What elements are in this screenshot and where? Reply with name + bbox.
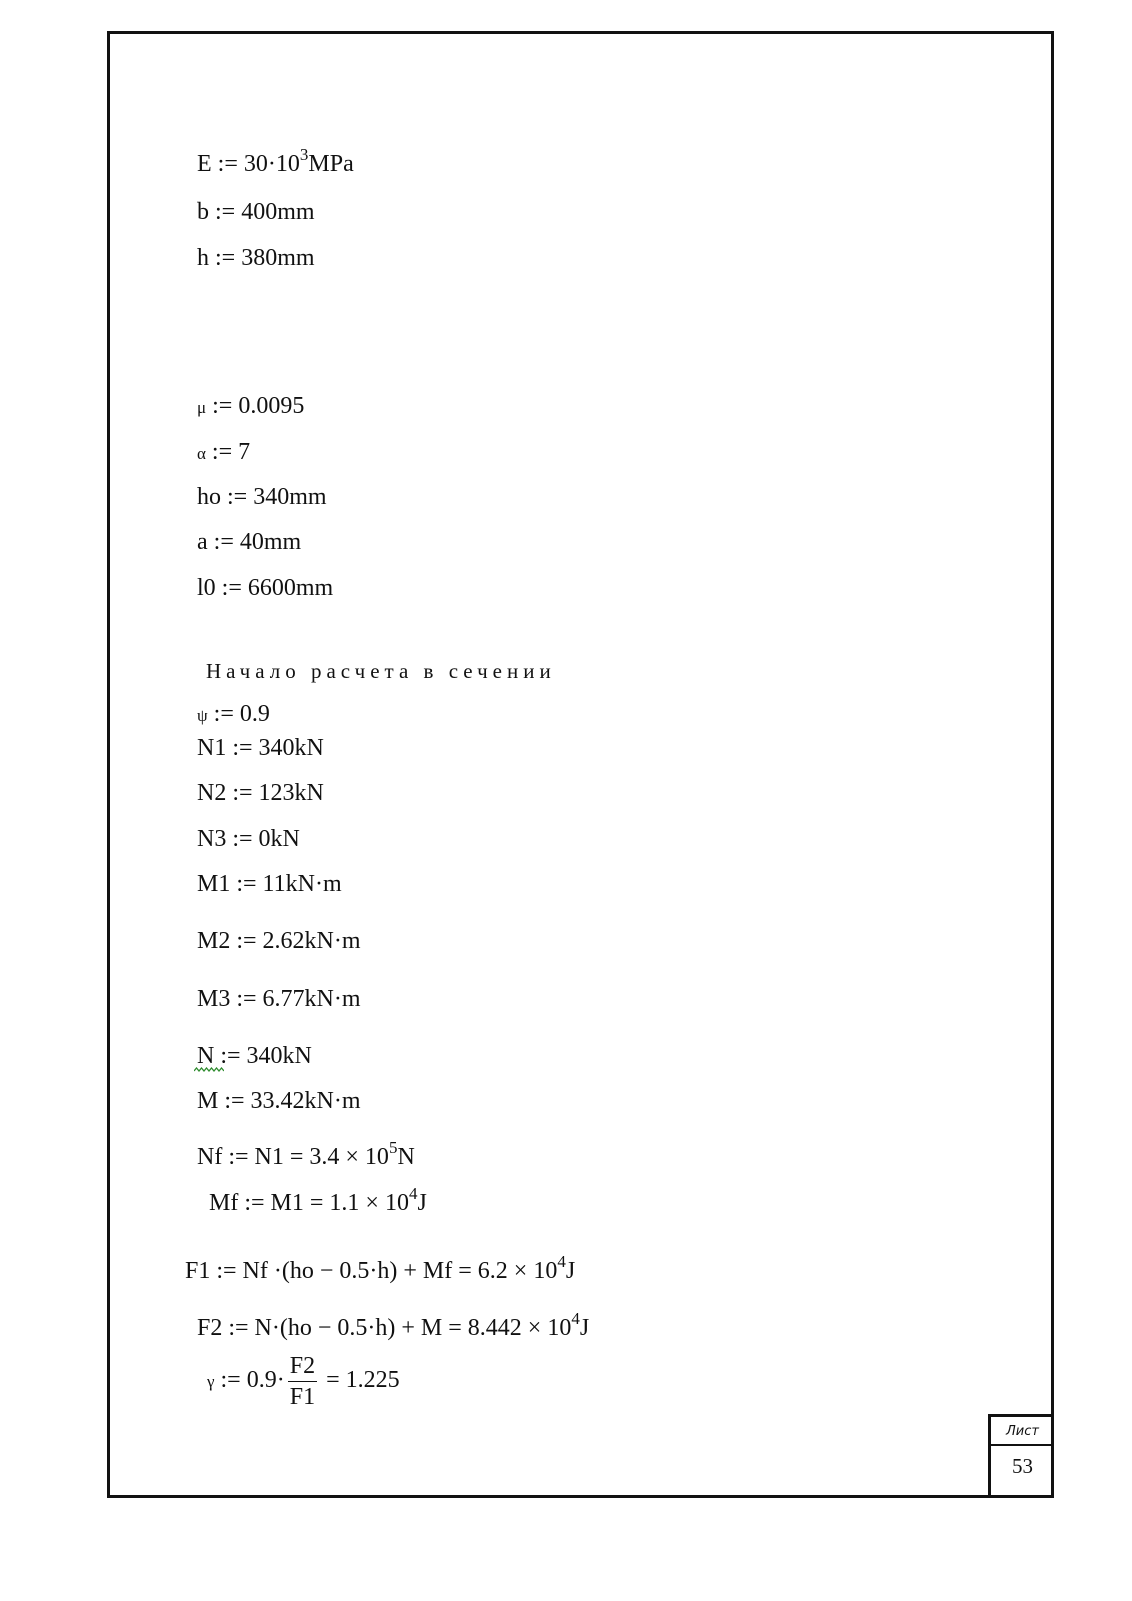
equation-E: E := $30\cdot 10^3MPa$ (197, 145, 354, 177)
equation-N3: N3 := 0kN (197, 826, 300, 852)
equation-b: b := 400mm (197, 199, 315, 225)
sheet-label: Лист (991, 1417, 1054, 1446)
equation-N: N := 340kN (197, 1043, 312, 1069)
fraction (288, 1354, 317, 1409)
equation-psi: ψ := 0.9 (197, 701, 270, 727)
equation-M2: M2 := 2.62kN·m (197, 928, 361, 954)
equation-gamma: γ := 0.9· $\frac{F2}{F1}$ = 1.225 (207, 1353, 400, 1410)
equation-F2: F2 := $N\cdot(ho - 0.5\cdot h) + M = 8.442 \times 10^4J$ (197, 1309, 590, 1341)
section-heading: Начало расчета в сечении (206, 659, 556, 683)
equation-alpha: α := 7 (197, 439, 251, 465)
fraction-numerator: F2 (288, 1354, 317, 1382)
equation-ho: ho := 340mm (197, 484, 327, 510)
equation-a: a := 40mm (197, 529, 302, 555)
equation-M: M := 33.42kN·m (197, 1088, 361, 1114)
equation-mu: μ := 0.0095 (197, 393, 305, 419)
sheet-number: 53 (1012, 1454, 1033, 1478)
equation-l0: l0 := 6600mm (197, 575, 334, 601)
equation-F1: F1 := $Nf \cdot(ho - 0.5\cdot h) + Mf = 6.2 \times 10^4J$ (185, 1252, 576, 1284)
equation-h: h := 380mm (197, 245, 315, 271)
equation-M3: M3 := 6.77kN·m (197, 986, 361, 1012)
equation-N1: N1 := 340kN (197, 735, 324, 761)
equation-M1: M1 := 11kN·m (197, 871, 342, 897)
equation-Nf: Nf := $N1 = 3.4 \times 10^5N$ (197, 1138, 415, 1170)
sheet-stamp (988, 1414, 1054, 1498)
fraction-denominator: F1 (289, 1384, 316, 1410)
equation-Mf: Mf := $M1 = 1.1 \times 10^4J$ (209, 1184, 427, 1216)
equation-N2: N2 := 123kN (197, 780, 324, 806)
spellcheck-squiggle (194, 1067, 224, 1073)
